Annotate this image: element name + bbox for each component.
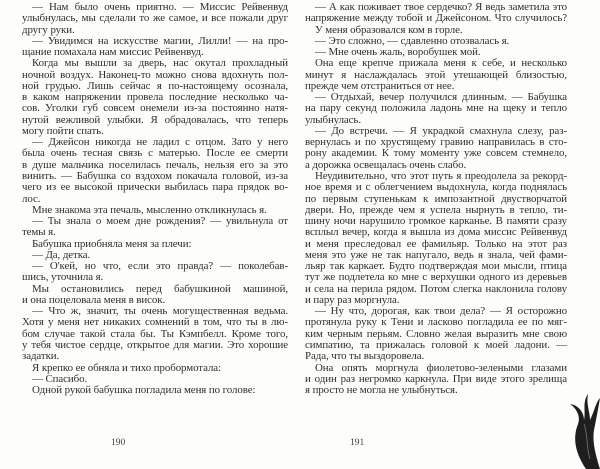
text-line: по первым ступенькам к импозантной двустворчатой	[305, 192, 567, 205]
text-line: шину ночи нарушило громкое карканье. В памяти сразу	[305, 215, 567, 228]
text-line: тут же подлетела ко мне с верхушки одного из деревьев	[305, 271, 567, 284]
text-line: — Это сложно, — сдавленно отозвалась я.	[315, 34, 510, 47]
text-line: могу пойти спать.	[22, 124, 104, 137]
text-line: улыбнулась, мы сделали то же самое, и все пожали друг	[22, 12, 288, 25]
text-line: Я крепко ее обняла и тихо пробормотала:	[32, 361, 222, 374]
text-line: ное время и с облегчением выдохнула, когда поднялась	[305, 181, 567, 194]
text-line: протянула руку к Тени и ласково погладила ее по мяг-	[305, 316, 567, 329]
page-number-right: 191	[350, 438, 365, 448]
text-line: Хотя у меня нет никаких сомнений в том, что ты в лю-	[22, 316, 288, 329]
text-line: и она поцеловала меня в висок.	[22, 293, 166, 306]
text-line: в каком напряжении провела последние несколько ча-	[22, 91, 288, 104]
text-line: напряжение между тобой и Джейсоном. Что случилось?	[305, 12, 567, 25]
text-line: У меня образовался ком в горле.	[315, 23, 463, 36]
text-line: рону академии. К тому моменту уже совсем стемнело,	[305, 147, 567, 160]
text-line: — Увидимся на искусстве магии, Лилли! — на про-	[32, 34, 288, 47]
text-line: Одной рукой бабушка погладила меня по голове:	[32, 384, 256, 397]
text-line: — О'кей, но что, если это правда? — поколебав-	[32, 260, 288, 273]
text-line: лос.	[22, 192, 41, 205]
text-line: минут я наслаждалась этой утешающей близостью,	[305, 68, 567, 81]
text-line: Мне знакома эта печаль, мысленно откликнулась я.	[32, 203, 267, 216]
text-line: прежде чем отстраниться от нее.	[305, 79, 455, 92]
text-line: — А как поживает твое сердечко? Я ведь заметила это	[315, 1, 567, 13]
text-line: — Да, детка.	[32, 248, 91, 261]
text-line: двери. Но, прежде чем я успела нырнуть в тепло, ти-	[305, 203, 567, 216]
text-line: чего из ее высокой прически выбилась пара прядок во-	[22, 181, 288, 194]
text-line: а дорожка освещалась очень слабо.	[305, 158, 467, 171]
text-line: — Мне очень жаль, воробушек мой.	[315, 46, 481, 59]
text-line: меня это уже не так напугало, ведь я знала, чей фами-	[305, 248, 567, 261]
text-line: всплыл вечер, когда я вышла из дома миссис Рейвенвуд	[305, 226, 567, 239]
text-line: щание помахала нам миссис Рейвенвуд.	[22, 46, 204, 59]
text-line: и меня преследовал ее фамильяр. Только на этот раз	[305, 237, 567, 250]
text-line: — Что ж, значит, ты очень могущественная ведьма.	[32, 305, 288, 318]
text-line: ким черным перьям. Словно желая выразить мне свою	[305, 327, 567, 340]
text-line: вернулась и по хрустящему гравию направилась в сто-	[305, 136, 567, 149]
text-line: Когда мы вышли за дверь, нас окутал прохладный	[32, 57, 288, 70]
text-line: нутой вежливой улыбки. Я обрадовалась, что теперь	[22, 113, 288, 126]
text-line: другу руки.	[22, 23, 75, 36]
left-page-text	[22, 2, 288, 396]
feather-flourish-icon	[566, 384, 600, 469]
text-line: — Нам было очень приятно. — Миссис Рейвенвуд	[32, 1, 288, 13]
text-line: — Джейсон никогда не ладил с отцом. Зато у него	[32, 136, 288, 149]
text-line: — Отдыхай, вечер получился длинным. — Бабушка	[315, 91, 567, 104]
text-line: Бабушка приобняла меня за плечи:	[32, 237, 192, 250]
text-line: я просто не могла не улыбнуться.	[305, 384, 458, 397]
text-line: у тебя чистое сердце, открытое для магии. Это хорошие	[22, 338, 288, 351]
text-line: — До встречи. — Я украдкой смахнула слезу, раз-	[315, 124, 567, 137]
text-line: шись, уточнила я.	[22, 271, 104, 284]
text-line: Мы остановились перед бабушкиной машиной,	[32, 282, 288, 295]
text-line: бом случае такой стала бы. Ты Кэмпбелл. Кроме того,	[22, 327, 288, 340]
text-line: на пару секунд положила ладонь мне на щеку и тепло	[305, 102, 567, 115]
text-line: и один раз негромко каркнула. При виде этого зрелища	[305, 372, 567, 385]
text-line: Рада, что ты выздоровела.	[305, 350, 425, 363]
text-line: — Спасибо.	[32, 372, 88, 385]
text-line: и села на перила рядом. Потом слегка наклонила голову	[305, 282, 567, 295]
text-line: Она еще крепче прижала меня к себе, и несколько	[315, 57, 567, 70]
text-line: задатки.	[22, 350, 60, 363]
text-line: и пару раз моргнула.	[305, 293, 400, 306]
text-line: Неудивительно, что этот путь я преодолела за рекорд-	[315, 169, 567, 182]
text-line: в душе мальчика поселилась печаль, нельзя его за это	[22, 158, 288, 171]
text-line: темы я.	[22, 226, 56, 239]
text-line: Она опять моргнула фиолетово-зелеными глазами	[315, 361, 567, 374]
page-number-left: 190	[111, 438, 126, 448]
text-line: винить. — Бабушка со вздохом покачала головой, из-за	[22, 169, 288, 182]
text-line: была очень тесная связь с матерью. После ее смерти	[22, 147, 288, 160]
text-line: ночной воздух. Наконец-то можно снова вдохнуть пол-	[22, 68, 288, 81]
text-line: льяр так каркает. Будто подтверждая мои мысли, птица	[305, 260, 567, 273]
text-line: сов. Уголки губ совсем онемели из-за постоянно натя-	[22, 102, 288, 115]
text-line: улыбнулась.	[305, 113, 361, 126]
text-line: симпатию, та прижалась головой к моей ладони. —	[305, 338, 567, 351]
text-line: — Ну что, дорогая, как твои дела? — Я осторожно	[315, 305, 567, 318]
text-line: ной грудью. Лишь сейчас я по-настоящему осознала,	[22, 79, 288, 92]
right-page-text	[305, 2, 567, 396]
text-line: — Ты знала о моем дне рождения? — увильнула от	[32, 215, 288, 228]
